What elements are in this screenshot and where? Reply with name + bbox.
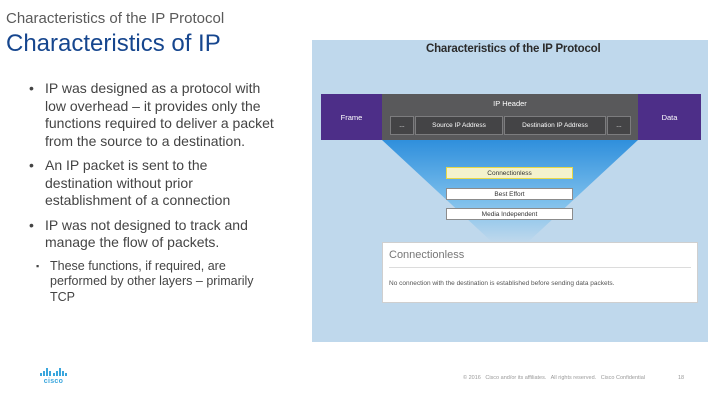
- page-number: 18: [678, 375, 685, 381]
- header-cell-ellipsis-right: ...: [607, 116, 631, 135]
- diagram-title: Characteristics of the IP Protocol: [426, 43, 601, 55]
- footer-copyright: © 2016: [463, 375, 481, 381]
- data-block: [638, 94, 701, 140]
- footer-company: Cisco and/or its affiliates.: [485, 375, 547, 381]
- header-cell-destination-ip: Destination IP Address: [504, 116, 606, 135]
- footer-rights: All rights reserved.: [550, 375, 597, 381]
- frame-label: Frame: [340, 112, 363, 122]
- section-supertitle: Characteristics of the IP Protocol: [6, 10, 225, 27]
- ip-protocol-diagram: [312, 40, 708, 342]
- characteristic-best-effort: Best Effort: [446, 188, 573, 200]
- bullet-item: • An IP packet is sent to the destination without prior establishment of a connection: [28, 157, 278, 210]
- sub-bullet-item: ▪ These functions, if required, are performed by other layers – primarily TCP: [34, 259, 278, 306]
- callout-text: No connection with the destination is established before sending data packets.: [389, 280, 615, 287]
- callout-divider: [389, 267, 691, 268]
- ip-header-label: IP Header: [493, 99, 527, 108]
- slide-title: Characteristics of IP: [6, 30, 221, 57]
- footer: [463, 375, 648, 381]
- bullet-item: • IP was not designed to track and manage the flow of packets.: [28, 217, 278, 252]
- header-cell-source-ip: Source IP Address: [415, 116, 503, 135]
- cisco-bars-icon: [40, 368, 67, 376]
- cisco-logo-text: cisco: [43, 378, 64, 385]
- bullet-list: [28, 80, 278, 312]
- callout-title: Connectionless: [389, 249, 465, 261]
- bullet-item: • IP was designed as a protocol with low overhead – it provides only the functions required to deliver a packet from the source to a destination.: [28, 80, 278, 150]
- data-label: Data: [661, 112, 678, 122]
- cisco-logo: [40, 368, 67, 386]
- characteristic-media-independent: Media Independent: [446, 208, 573, 220]
- frame-block: [321, 94, 382, 140]
- ip-header-block: [382, 94, 638, 140]
- definition-callout: [382, 242, 698, 303]
- characteristic-connectionless: Connectionless: [446, 167, 573, 179]
- footer-classification: Cisco Confidential: [600, 375, 646, 381]
- header-cell-ellipsis-left: ...: [390, 116, 414, 135]
